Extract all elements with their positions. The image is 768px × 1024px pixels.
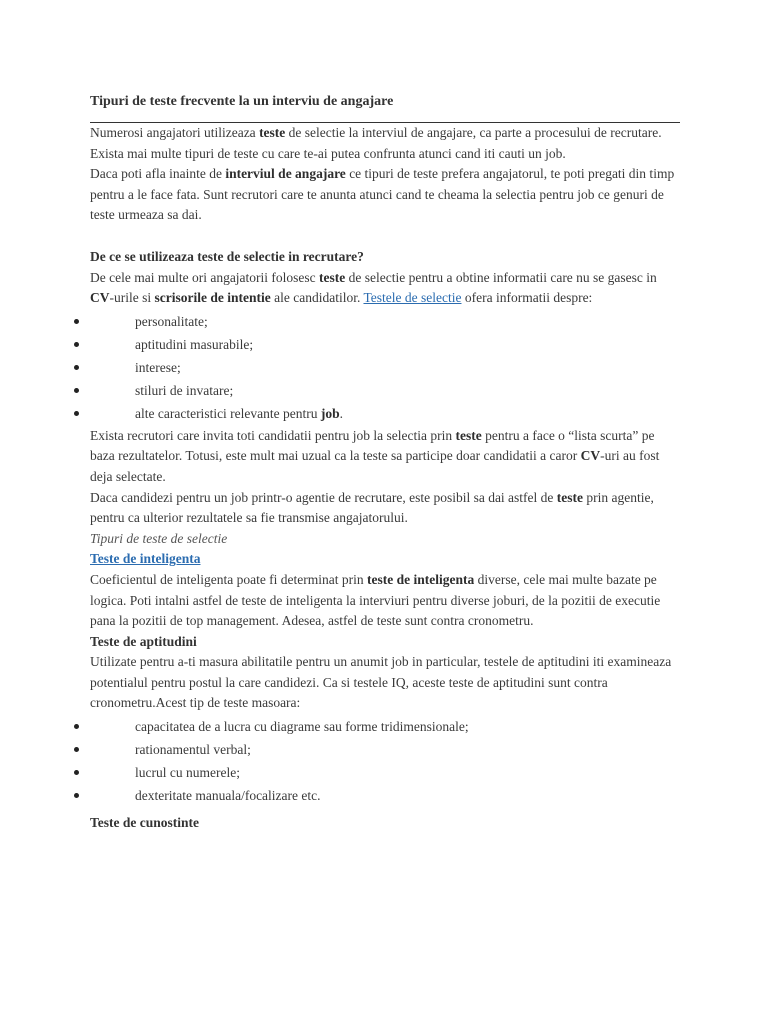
list-item: alte caracteristici relevante pentru job. [74, 402, 680, 425]
intelligence-tests-link[interactable]: Teste de inteligenta [90, 551, 201, 567]
bullet-icon [74, 411, 79, 416]
bullet-icon [74, 365, 79, 370]
bullet-icon [74, 724, 79, 729]
why-paragraph: De cele mai multe ori angajatorii folosesc teste de selectie pentru a obtine informatii care nu se gasesc in CV-urile si scrisorile de intentie ale candidatilor. Testele de selectie ofera informatii despre: [90, 269, 657, 306]
why-heading: De ce se utilizeaza teste de selectie in recrutare? [90, 248, 364, 264]
list-item: interese; [74, 356, 680, 379]
aptitude-heading: Teste de aptitudini [90, 633, 197, 649]
agency-paragraph: Daca candidezi pentru un job printr-o agentie de recrutare, este posibil sa dai astfel de teste prin agentie, pentru ca ulterior rezultatele sa fie transmise angajatorului. [90, 489, 654, 526]
knowledge-heading: Teste de cunostinte [90, 815, 200, 831]
bullet-icon [74, 342, 79, 347]
intelligence-heading-row [90, 549, 680, 570]
list-item: aptitudini masurabile; [74, 333, 680, 356]
intro-paragraph-1: Numerosi angajatori utilizeaza teste de selectie la interviul de angajare, ca parte a procesului de recrutare. Exista mai multe tipuri de teste cu care te-ai putea confrunta atunci cand iti cauti un job. [90, 125, 662, 161]
bullet-icon [74, 388, 79, 393]
test-types-heading: Tipuri de teste de selectie [90, 530, 228, 546]
list-item: personalitate; [74, 310, 680, 333]
page-title: Tipuri de teste frecvente la un interviu de angajare [90, 94, 394, 109]
info-list [74, 310, 680, 425]
bullet-icon [74, 747, 79, 752]
list-item: dexteritate manuala/focalizare etc. [74, 784, 680, 807]
aptitude-paragraph: Utilizate pentru a-ti masura abilitatile pentru un anumit job in particular, testele de aptitudini iti examineaza potentialul pentru postul la care candidezi. Ca si testele IQ, aceste teste de aptitudini sunt contra cronometru.Acest tip de teste masoara: [90, 654, 672, 711]
bullet-icon [74, 793, 79, 798]
bullet-icon [74, 319, 79, 324]
list-item: rationamentul verbal; [74, 738, 680, 761]
intro-paragraph-2: Daca poti afla inainte de interviul de angajare ce tipuri de teste prefera angajatorul, te poti pregati din timp pentru a le face fata. Sunt recrutori care te anunta atunci cand te cheama la selectia pentru job ce genuri de teste urmeaza sa dai. [90, 166, 675, 223]
bullet-icon [74, 770, 79, 775]
document-body [90, 92, 680, 834]
list-item: lucrul cu numerele; [74, 761, 680, 784]
list-item: capacitatea de a lucra cu diagrame sau forme tridimensionale; [74, 715, 680, 738]
aptitude-list [74, 715, 680, 807]
selection-tests-link[interactable]: Testele de selectie [363, 290, 462, 306]
list-item: stiluri de invatare; [74, 379, 680, 402]
shortlist-paragraph: Exista recrutori care invita toti candidatii pentru job la selectia prin teste pentru a face o “lista scurta” pe baza rezultatelor. Totusi, este mult mai uzual ca la teste sa participe doar candidatii a caror CV-uri au fost deja selectate. [90, 427, 660, 484]
intelligence-paragraph: Coeficientul de inteligenta poate fi determinat prin teste de inteligenta diverse, cele mai multe bazate pe logica. Poti intalni astfel de teste de inteligenta la interviuri pentru diverse joburi, de la pozitii de executie pana la pozitii de top management. Adesea, astfel de teste sunt contra cronometru. [90, 571, 661, 629]
